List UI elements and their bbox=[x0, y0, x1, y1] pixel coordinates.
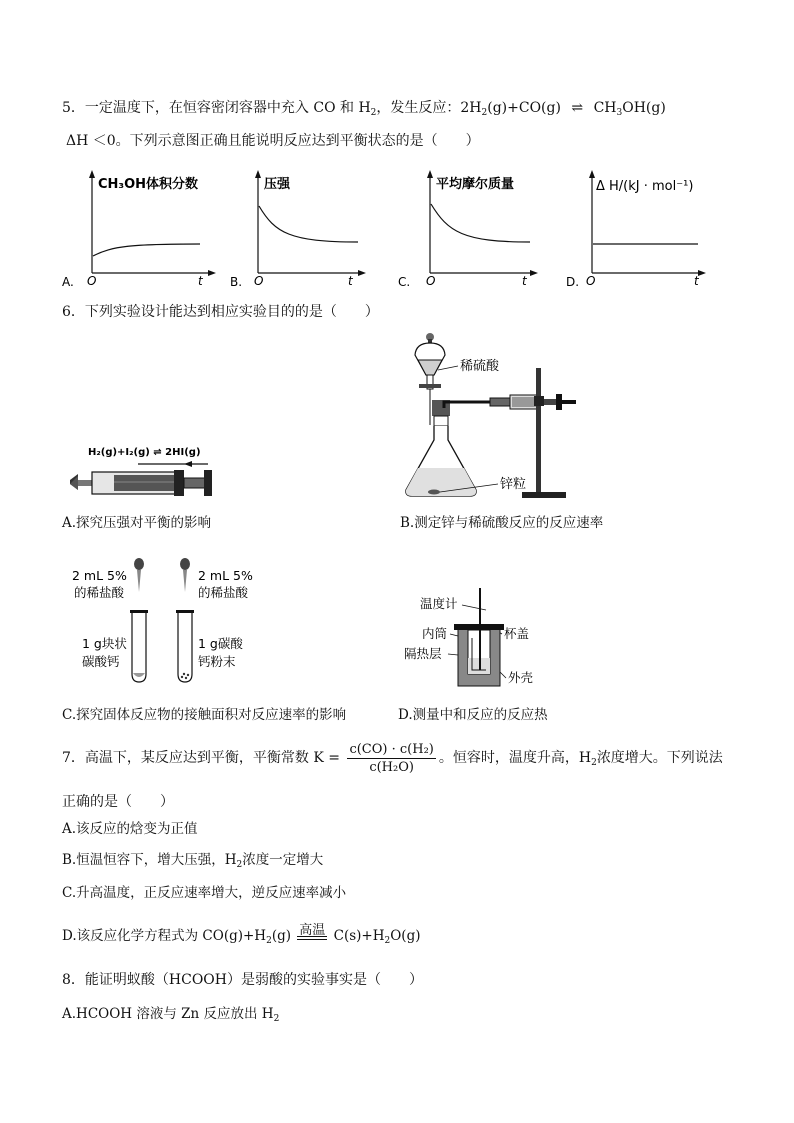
graph-b-ylabel: 压强 bbox=[264, 177, 291, 192]
dilute-sulfuric-acid-label: 稀硫酸 bbox=[460, 359, 500, 374]
svg-text:O: O bbox=[254, 274, 264, 288]
svg-text:的稀盐酸: 的稀盐酸 bbox=[198, 585, 249, 600]
q7-option-b: B.恒温恒容下，增大压强，$H_2$浓度一定增大 bbox=[62, 852, 324, 870]
q6-option-a: A.探究压强对平衡的影响 bbox=[62, 515, 212, 531]
svg-text:t: t bbox=[198, 274, 203, 288]
svg-text:t: t bbox=[348, 274, 353, 288]
syringe-diagram bbox=[62, 438, 222, 500]
graph-a-ylabel: CH₃OH体积分数 bbox=[98, 177, 199, 192]
q8-option-a: A.HCOOH 溶液与 Zn 反应放出 $H_2$ bbox=[62, 1006, 280, 1024]
calorimeter-diagram bbox=[404, 580, 564, 692]
q7-stem: 7．高温下，某反应达到平衡，平衡常数 K = $\frac{\text{c(CO) · c(H₂)}}{\text{c(H₂O)}}$ 。恒容时，温度升高，$H_2$浓度增大。下列说法 bbox=[62, 741, 723, 775]
flask-apparatus bbox=[400, 330, 592, 502]
q7-option-d: D.该反应化学方程式为 $CO(g)+H_2(g)$ 高温 $C(s)+H_2O(g)$ bbox=[62, 923, 421, 946]
svg-text:1 g碳酸: 1 g碳酸 bbox=[198, 636, 243, 651]
graph-c-option: C. bbox=[398, 275, 411, 289]
insulation-label: 隔热层 bbox=[404, 646, 442, 661]
q7-option-a: A.该反应的焓变为正值 bbox=[62, 821, 198, 837]
q7-option-c: C.升高温度，正反应速率增大，逆反应速率减小 bbox=[62, 885, 347, 901]
graph-d-option: D. bbox=[566, 275, 580, 289]
svg-text:O: O bbox=[87, 274, 97, 288]
q5-line2: ΔH ＜0。下列示意图正确且能说明反应达到平衡状态的是（ ） bbox=[66, 133, 480, 149]
q6-stem: 6．下列实验设计能达到相应实验目的的是（ ） bbox=[62, 304, 379, 320]
q6-option-c: C.探究固体反应物的接触面积对反应速率的影响 bbox=[62, 707, 347, 723]
q6-option-d: D.测量中和反应的反应热 bbox=[398, 707, 548, 723]
svg-text:t: t bbox=[694, 274, 699, 288]
svg-text:1 g块状: 1 g块状 bbox=[82, 636, 127, 651]
equilibrium-constant-fraction: $\frac{\text{c(CO) · c(H₂)}}{\text{c(H₂O)}}$ bbox=[349, 741, 434, 775]
zinc-granule-label: 锌粒 bbox=[500, 477, 527, 492]
svg-text:的稀盐酸: 的稀盐酸 bbox=[74, 585, 125, 600]
graph-a-option: A. bbox=[62, 275, 74, 289]
q5-line1: 5．一定温度下，在恒容密闭容器中充入 CO 和 $H_2$，发生反应：$2H_2(g)+CO(g)$ ⇌ $CH_3OH(g)$ bbox=[62, 100, 666, 118]
lid-label: 杯盖 bbox=[504, 626, 530, 641]
inner-cup-label: 内筒 bbox=[422, 626, 448, 641]
svg-text:O: O bbox=[426, 274, 436, 288]
svg-text:碳酸钙: 碳酸钙 bbox=[82, 654, 120, 669]
svg-text:O: O bbox=[586, 274, 596, 288]
syringe-equation: H₂(g)+I₂(g) ⇌ 2HI(g) bbox=[88, 447, 201, 458]
graph-c bbox=[398, 168, 548, 290]
graph-a bbox=[62, 168, 222, 290]
svg-text:2 mL 5%: 2 mL 5% bbox=[198, 568, 253, 583]
q8-stem: 8．能证明蚁酸（HCOOH）是弱酸的实验事实是（ ） bbox=[62, 972, 423, 988]
thermometer-label: 温度计 bbox=[420, 596, 458, 611]
test-tubes-diagram bbox=[62, 556, 282, 690]
graph-b bbox=[230, 168, 380, 290]
svg-text:2 mL 5%: 2 mL 5% bbox=[72, 568, 127, 583]
svg-text:t: t bbox=[522, 274, 527, 288]
graph-b-option: B. bbox=[230, 275, 243, 289]
equilibrium-arrow: ⇌ bbox=[571, 100, 584, 116]
graph-d-ylabel: Δ H/(kJ · mol⁻¹) bbox=[596, 179, 694, 194]
graph-c-ylabel: 平均摩尔质量 bbox=[436, 177, 515, 192]
shell-label: 外壳 bbox=[508, 670, 534, 685]
q7-stem-line2: 正确的是（ ） bbox=[62, 794, 174, 810]
svg-text:钙粉末: 钙粉末 bbox=[198, 654, 236, 669]
q6-option-b: B.测定锌与稀硫酸反应的反应速率 bbox=[400, 515, 604, 531]
graph-d bbox=[566, 168, 726, 290]
